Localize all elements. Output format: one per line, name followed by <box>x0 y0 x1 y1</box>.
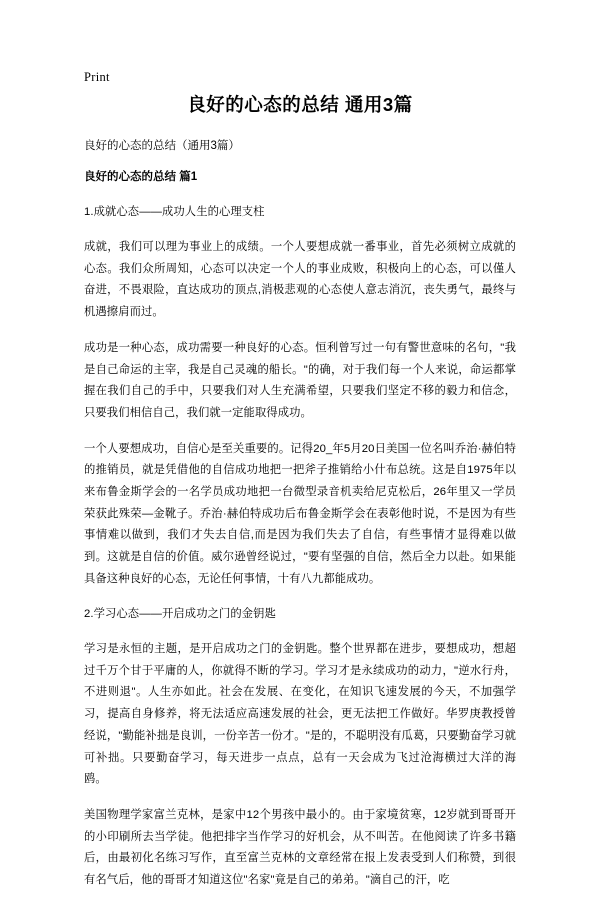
section-heading: 良好的心态的总结 篇1 <box>84 171 198 184</box>
paragraph: 2.学习心态——开启成功之门的金钥匙 <box>84 608 276 621</box>
document-subtitle: 良好的心态的总结（通用3篇） <box>84 139 240 152</box>
paragraph: 成功是一种心态，成功需要一种良好的心态。恒利曾写过一句有警世意味的名句，"我是自己命运的主宰，我是自己灵魂的船长。"的确，对于我们每一个人来说，命运都掌握在我们自己的手中，只要我们对人生充满希望，只要我们坚定不移的毅力和信念，只要我们相信自己，我们就一定能取得成功。 <box>84 341 516 419</box>
document-content <box>84 92 516 906</box>
print-link[interactable]: Print <box>84 70 110 84</box>
page-title: 良好的心态的总结 通用3篇 <box>187 94 413 115</box>
paragraph: 1.成就心态——成功人生的心理支柱 <box>84 206 265 219</box>
paragraph: 成就，我们可以理为事业上的成绩。一个人要想成就一番事业，首先必须树立成就的心态。我们众所周知，心态可以决定一个人的事业成败，积极向上的心态，可以僅人奋进，不畏艰险，直达成功的顶点,消极悲观的心态使人意志消沉，丧失勇气，最终与机遇擦肩而过。 <box>84 241 516 319</box>
paragraph: 学习是永恒的主题，是开启成功之门的金钥匙。整个世界都在进步，要想成功，想超过千万个甘于平庸的人，你就得不断的学习。学习才是永续成功的动力，"逆水行舟，不进则退"。人生亦如此。社会在发展、在变化，在知识飞速发展的今天，不加强学习，提高自身修养，将无法适应高速发展的社会，更无法把工作做好。华罗庚教授曾经说，"勤能补拙是良训，一份辛苦一份才。"是的，不聪明没有瓜葛，只要勤奋学习就可补拙。只要勤奋学习，每天进步一点点，总有一天会成为飞过沧海横过大洋的海鸥。 <box>84 643 516 786</box>
paragraph: 一个人要想成功，自信心是至关重要的。记得20_年5月20日美国一位名叫乔治·赫伯特的推销员，就是凭借他的自信成功地把一把斧子推销给小什布总统。这是自1975年以来布鲁金斯学会的一名学员成功地把一台微型录音机卖给尼克松后，26年里又一学员荣获此殊荣—金靴子。乔治·赫伯特成功后布鲁金斯学会在表彰他时说，不是因为有些事情难以做到，我们才失去自信,而是因为我们失去了自信，有些事情才显得难以做到。这就是自信的价值。威尔逊曾经说过，"要有坚强的自信，然后全力以赴。如果能具备这种良好的心态，无论任何事情，十有八九都能成功。 <box>84 442 516 585</box>
paragraph: 美国物理学家富兰克林，是家中12个男孩中最小的。由于家境贫寒，12岁就到哥哥开的小印刷所去当学徒。他把排字当作学习的好机会，从不叫苦。在他阅读了许多书籍后，由最初化名练习写作，直至富兰克林的文章经常在报上发表受到人们称赞，到很有名气后，他的哥哥才知道这位"名家"竟是自己的弟弟。"滴自己的汗，吃 <box>84 808 516 886</box>
